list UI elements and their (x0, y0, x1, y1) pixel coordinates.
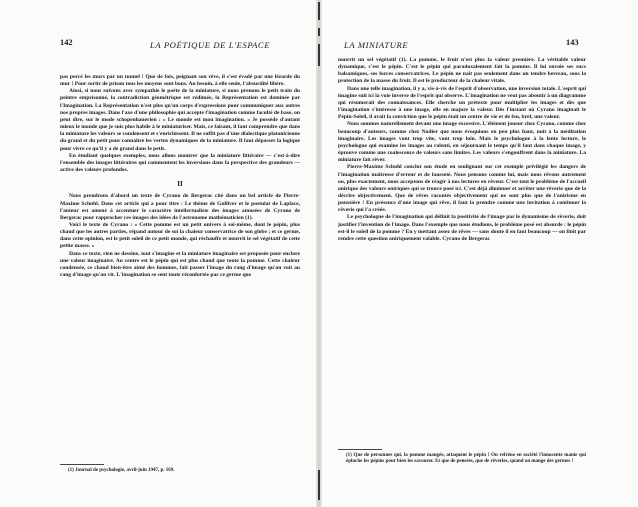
running-head: LA MINIATURE (344, 40, 409, 50)
paragraph: En étudiant quelques exemples, nous allons montrer que la miniature littéraire — c'est-à-dire l'ensemble des images littéraires qui commentent les inversions dans la perspective des grandeurs — active des valeurs profondes. (60, 152, 300, 174)
body-text (338, 57, 586, 243)
footnote: (1) Que de personnes qui, la pomme mangée, attaquent le pépin ! On refrène en société l'innocente manie qui épluche les pépins pour bien les savourer. Et que de pensées, que de rêveries, quand on mange des germes ! (346, 453, 586, 465)
body-text (60, 74, 300, 279)
page-number: 142 (60, 38, 73, 47)
page-number: 143 (566, 38, 579, 47)
right-page (320, 0, 638, 507)
footnote: (1) Journal de psychologie, avril-juin 1947, p. 169. (68, 468, 175, 473)
paragraph: nourrit un sel végétatif (1). La pomme, le fruit n'est plus la valeur première. La véritable valeur dynamique, c'est le pépin. C'est le pépin qui paradoxalement fait la pomme. Il lui envoie ses sucs balsamiques, ses forces conservatrices. Le pépin ne naît pas seulement dans un tendre berceau, sous la protection de la masse du fruit. Il est le producteur de la chaleur vitale. (338, 57, 586, 85)
footnote-rule (60, 464, 104, 465)
paragraph: pas percé les murs par un tunnel ! Que de fois, peignant son rêve, il s'est évadé par une lézarde du mur ! Pour sortir de prison tous les moyens sont bons. Au besoin, à elle seule, l'absurdité libère. (60, 74, 300, 88)
paragraph: Pierre-Maxime Schuhl conclut son étude en soulignant sur cet exemple privilégié les dangers de l'imagination maîtresse d'erreur et de fausseté. Nous pensons comme lui, mais nous rêvons autrement ou, plus exactement, nous acceptons de réagir à nos lectures en rêveur. C'est tout le problème de l'accueil onirique des valeurs oniriques qui se trouve posé ici. C'est déjà diminuer et arrêter une rêverie que de la décrire objectivement. Que de rêves racontés objectivement qui ne sont plus que de l'onirisme en poussière ! En présence d'une image qui rêve, il faut la prendre comme une invitation à continuer la rêverie qui l'a créée. (338, 164, 586, 214)
paragraph: Le psychologue de l'imagination qui définit la positivité de l'image par le dynamisme de rêverie, doit justifier l'invention de l'image. Dans l'exemple que nous étudions, le problème posé est absurde : le pépin est-il le soleil de la pomme ? En y mettant assez de rêves — sans doute il en faut beaucoup — on finit par rendre cette question oniriquement valable. Cyrano de Bergerac (338, 214, 586, 242)
paragraph: Nous sommes naturellement devant une image excessive. L'élément joueur chez Cyrano, comme chez beaucoup d'auteurs, comme chez Nodier que nous évoquions en peu plus haut, nuit à la méditation imaginaire. Les images vont trop vite, vont trop loin. Mais le psychologue à la lente lecture, le psychologue qui examine les images au ralenti, en séjournant le temps qu'il faut dans chaque image, y éprouve comme une coalescence de valeurs sans limites. Les valeurs s'engouffrent dans la miniature. La miniature fait rêver. (338, 121, 586, 164)
footnote-rule (338, 449, 382, 450)
section-number: II (177, 180, 183, 189)
left-page (0, 0, 318, 507)
paragraph: Dans ce texte, rien ne dessine, tout s'imagine et la miniature imaginaire est proposée pour enclore une valeur imaginaire. Au centre est le pépin qui est plus chaud que toute la pomme. Cette chaleur condensée, ce chaud bien-être aimé des hommes, fait passer l'image du rang d'image qu'on voit au rang d'image qu'on vit. L'imagination se sent toute réconfortée par ce germe que (60, 250, 300, 279)
paragraph: Nous prendrons d'abord un texte de Cyrano de Bergerac cité dans un bel article de Pierre-Maxime Schuhl. Dans cet article qui a pour titre : Le thème de Gulliver et le postulat de Laplace, l'auteur est amené à accentuer le caractère intellectualiste des images amusées de Cyrano de Bergerac pour rapprocher ces images des idées de l'astronome mathématicien (1). (60, 193, 300, 221)
paragraph: Ainsi, si nous suivons avec sympathie le poète de la miniature, si nous prenons le petit train du peintre emprisonné, la contradiction géométrique est rédimée, la Représentation est dominée par l'Imagination. La Représentation n'est plus qu'un corps d'expressions pour communiquer aux autres nos propres images. Dans l'axe d'une philosophie qui accepte l'imagination comme faculté de base, on peut dire, sur le mode schopenhauerien : « Le monde est mon imagination. » Je possède d'autant mieux le monde que je suis plus habile à le miniaturiser. Mais, ce faisant, il faut comprendre que dans la miniature les valeurs se condensent et s'enrichissent. Il ne suffit pas d'une dialectique platonicienne du grand et du petit pour connaître les vertus dynamiques de la miniature. Il faut dépasser la logique pour vivre ce qu'il y a de grand dans le petit. (60, 88, 300, 152)
paragraph: Dans une telle imagination, il y a, vis-à-vis de l'esprit d'observation, une inversion totale. L'esprit qui imagine suit ici la voie inverse de l'esprit qui observe. L'imagination ne veut pas aboutir à un diagramme qui résumerait des connaissances. Elle cherche un prétexte pour multiplier les images et dès que l'imagination s'intéresse à une image, elle en majore la valeur. Dès l'instant où Cyrano imaginait le Pépin-Soleil, il avait la conviction que le pépin était un centre de vie et de feu, bref, une valeur. (338, 85, 586, 121)
running-head: LA POÉTIQUE DE L'ESPACE (150, 40, 271, 50)
paragraph: Voici le texte de Cyrano : « Cette pomme est un petit univers à soi-même, dont le pépin, plus chaud que les autres parties, répand autour de soi la chaleur conservatrice de son globe ; et ce germe, dans cette opinion, est le petit soleil de ce petit monde, qui réchauffe et nourrit le sel végétatif de cette petite masse. » (60, 221, 300, 250)
